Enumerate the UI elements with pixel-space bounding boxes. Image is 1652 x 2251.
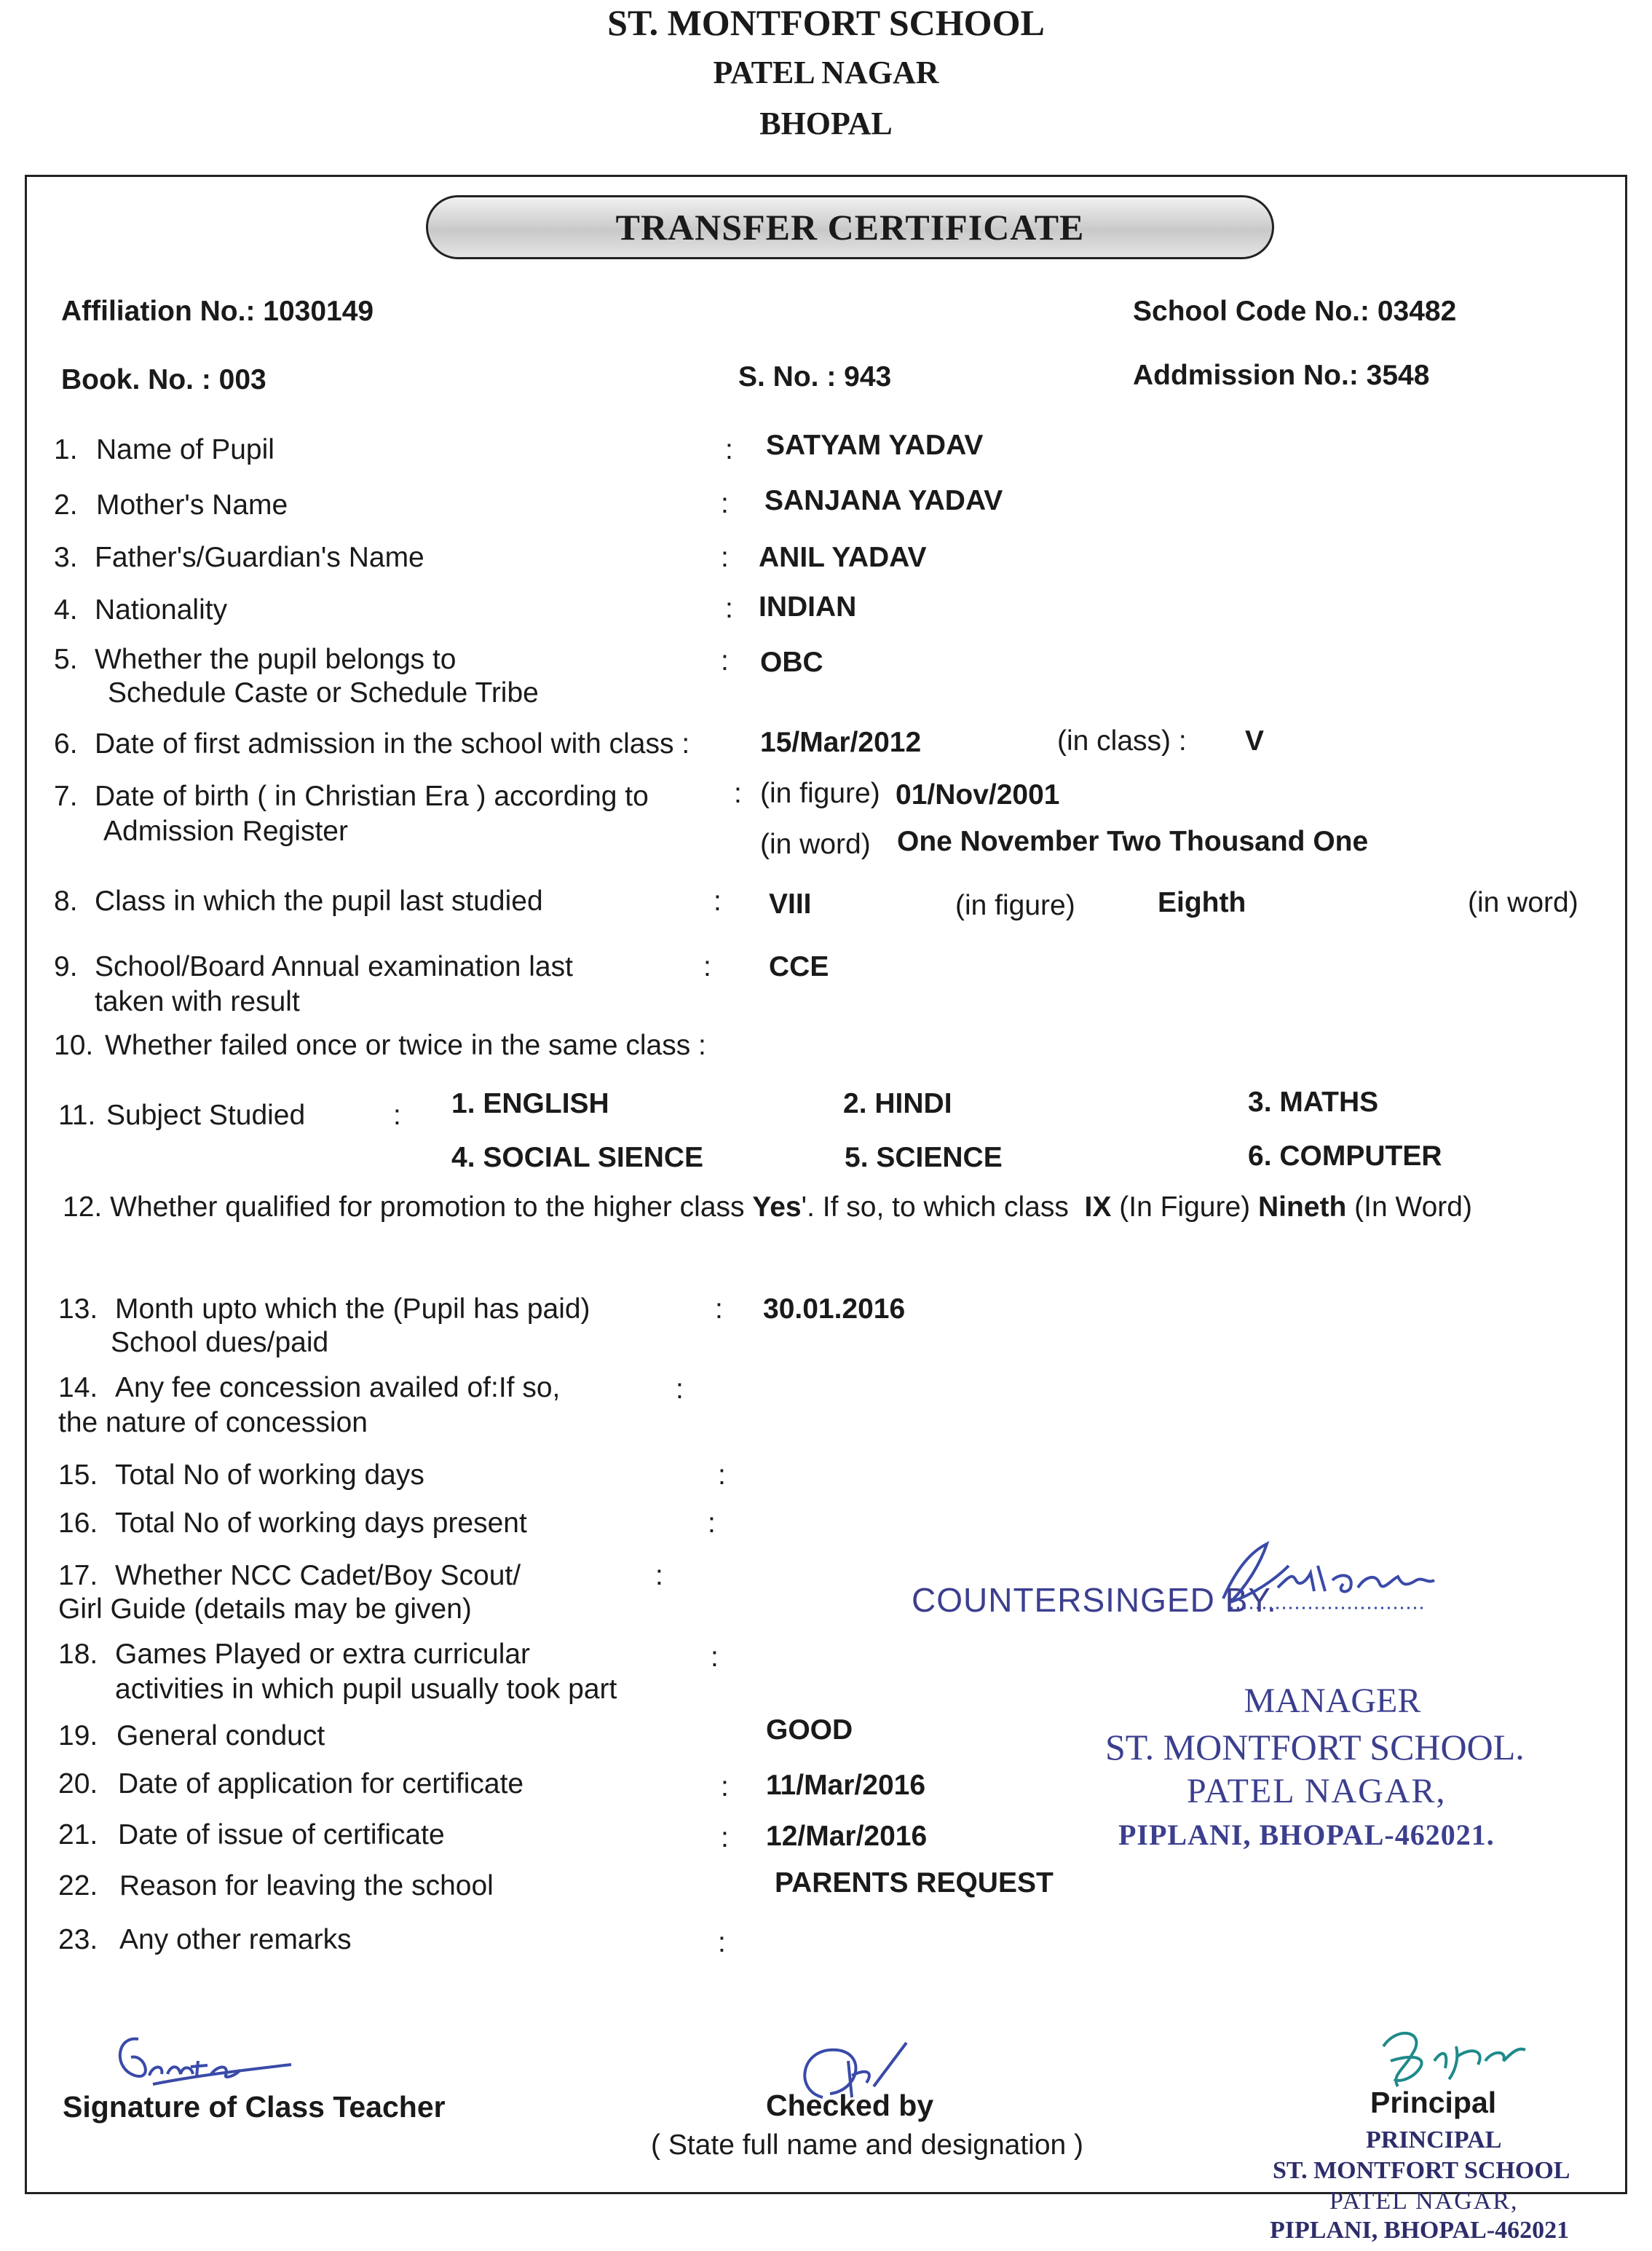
promotion-class-word: Nineth xyxy=(1257,1191,1347,1223)
subject-item: 5. SCIENCE xyxy=(845,1142,1003,1173)
item-number: 16. xyxy=(58,1507,98,1539)
school-area: PATEL NAGAR xyxy=(713,55,939,90)
colon: : xyxy=(676,1373,684,1405)
admission-date-label: Date of first admission in the school with class : xyxy=(95,728,690,760)
subject-item: 2. HINDI xyxy=(843,1088,952,1119)
dob-word-label: (in word) xyxy=(760,829,871,860)
subjects-label: Subject Studied xyxy=(106,1100,306,1131)
manager-stamp-line: PIPLANI, BHOPAL-462021. xyxy=(1118,1818,1495,1851)
subject-item: 4. SOCIAL SIENCE xyxy=(451,1142,704,1173)
item-number: 5. xyxy=(54,644,78,675)
affiliation-number: Affiliation No.: 1030149 xyxy=(61,296,374,327)
last-class-figure: VIII xyxy=(769,888,812,920)
last-class-word-label: (in word) xyxy=(1468,887,1578,918)
item-number: 17. xyxy=(58,1560,98,1591)
colon: : xyxy=(711,1641,719,1673)
principal-stamp-line: PRINCIPAL xyxy=(1366,2126,1502,2153)
colon: : xyxy=(721,488,729,519)
mother-name-label: Mother's Name xyxy=(96,489,288,521)
colon: : xyxy=(655,1560,663,1591)
mother-name-value: SANJANA YADAV xyxy=(764,485,1003,516)
item-number: 6. xyxy=(54,728,78,760)
colon: : xyxy=(708,1507,716,1539)
admission-class-value: V xyxy=(1245,725,1265,757)
issue-date-label: Date of issue of certificate xyxy=(118,1819,445,1850)
manager-stamp-line: PATEL NAGAR, xyxy=(1187,1772,1447,1810)
dues-value: 30.01.2016 xyxy=(763,1293,906,1325)
nationality-label: Nationality xyxy=(95,594,228,626)
principal-stamp-line: PIPLANI, BHOPAL-462021 xyxy=(1270,2217,1570,2244)
ncc-label-line2: Girl Guide (details may be given) xyxy=(58,1593,472,1625)
issue-date-value: 12/Mar/2016 xyxy=(766,1821,928,1852)
item-number: 20. xyxy=(58,1768,98,1799)
working-days-label: Total No of working days xyxy=(115,1459,424,1491)
pupil-name-value: SATYAM YADAV xyxy=(766,430,984,461)
item-number: 22. xyxy=(58,1870,98,1901)
item-number: 10. xyxy=(54,1030,94,1061)
concession-label: Any fee concession availed of:If so, xyxy=(115,1372,561,1403)
colon: : xyxy=(393,1100,401,1131)
manager-stamp-line: ST. MONTFORT SCHOOL. xyxy=(1105,1727,1525,1767)
promotion-figure-label: (In Figure) xyxy=(1119,1191,1251,1223)
checked-by-note: ( State full name and designation ) xyxy=(651,2129,1084,2161)
item-number: 23. xyxy=(58,1924,98,1955)
activities-label: Games Played or extra curricular xyxy=(115,1639,531,1670)
dues-label: Month upto which the (Pupil has paid) xyxy=(115,1293,590,1325)
class-teacher-caption: Signature of Class Teacher xyxy=(63,2090,446,2124)
colon: : xyxy=(715,1293,723,1325)
application-date-value: 11/Mar/2016 xyxy=(766,1770,926,1801)
leaving-reason-value: PARENTS REQUEST xyxy=(775,1867,1054,1899)
school-city: BHOPAL xyxy=(759,106,893,141)
serial-number: S. No. : 943 xyxy=(738,361,892,393)
colon: : xyxy=(734,778,742,809)
caste-label-line2: Schedule Caste or Schedule Tribe xyxy=(108,677,539,709)
item-number: 19. xyxy=(58,1720,98,1751)
promotion-class-figure: IX xyxy=(1084,1191,1112,1223)
last-class-label: Class in which the pupil last studied xyxy=(95,886,543,917)
colon: : xyxy=(725,593,733,624)
exam-label: School/Board Annual examination last xyxy=(95,951,573,982)
concession-label-line2: the nature of concession xyxy=(58,1407,368,1438)
admission-class-label: (in class) : xyxy=(1057,725,1187,757)
dues-label-line2: School dues/paid xyxy=(111,1327,329,1358)
colon: : xyxy=(718,1459,726,1491)
exam-value: CCE xyxy=(769,951,829,982)
last-class-word: Eighth xyxy=(1158,887,1246,918)
promotion-label: Whether qualified for promotion to the higher class xyxy=(110,1191,745,1223)
manager-stamp-line: MANAGER xyxy=(1244,1682,1421,1720)
school-name: ST. MONTFORT SCHOOL xyxy=(607,2,1045,43)
admission-date-value: 15/Mar/2012 xyxy=(760,727,922,758)
conduct-value: GOOD xyxy=(766,1714,853,1746)
pupil-name-label: Name of Pupil xyxy=(96,434,274,465)
father-name-label: Father's/Guardian's Name xyxy=(95,542,424,573)
colon: : xyxy=(725,434,733,465)
colon: : xyxy=(721,542,729,573)
class-teacher-signature xyxy=(109,2025,313,2097)
certificate-title: TRANSFER CERTIFICATE xyxy=(615,207,1085,248)
subject-item: 6. COMPUTER xyxy=(1248,1140,1442,1172)
promotion-word-label: (In Word) xyxy=(1354,1191,1472,1223)
checked-by-caption: Checked by xyxy=(766,2089,934,2122)
item-number: 2. xyxy=(54,489,78,521)
admission-number: Addmission No.: 3548 xyxy=(1133,360,1430,391)
failed-label: Whether failed once or twice in the same class : xyxy=(105,1030,706,1061)
days-present-label: Total No of working days present xyxy=(115,1507,527,1539)
book-number: Book. No. : 003 xyxy=(61,364,266,395)
item-number: 13. xyxy=(58,1293,98,1325)
school-code: School Code No.: 03482 xyxy=(1133,296,1457,327)
ncc-label: Whether NCC Cadet/Boy Scout/ xyxy=(115,1560,521,1591)
item-number: 1. xyxy=(54,434,78,465)
item-number: 8. xyxy=(54,886,78,917)
dob-figure-label: (in figure) xyxy=(760,778,880,809)
countersigned-stamp: COUNTERSINGED BY. xyxy=(912,1581,1277,1619)
exam-label-line2: taken with result xyxy=(95,986,300,1017)
colon: : xyxy=(721,1822,729,1853)
item-number: 12. xyxy=(63,1191,103,1223)
dob-word-value: One November Two Thousand One xyxy=(897,826,1369,857)
father-name-value: ANIL YADAV xyxy=(759,542,927,573)
colon: : xyxy=(721,645,729,677)
colon: : xyxy=(703,951,711,982)
conduct-label: General conduct xyxy=(116,1720,325,1751)
colon: : xyxy=(718,1927,726,1958)
dob-figure-value: 01/Nov/2001 xyxy=(896,779,1060,811)
principal-stamp-line: PATEL NAGAR, xyxy=(1329,2188,1519,2215)
application-date-label: Date of application for certificate xyxy=(118,1768,524,1799)
promotion-line xyxy=(63,1191,1472,1223)
nationality-value: INDIAN xyxy=(759,591,857,623)
colon: : xyxy=(721,1771,729,1802)
principal-caption: Principal xyxy=(1370,2086,1497,2119)
last-class-figure-label: (in figure) xyxy=(955,890,1075,921)
title-banner xyxy=(426,195,1274,259)
promotion-question: '. If so, to which class xyxy=(801,1191,1069,1223)
item-number: 21. xyxy=(58,1819,98,1850)
promotion-answer: Yes xyxy=(752,1191,802,1223)
countersign-signature xyxy=(1209,1537,1456,1617)
item-number: 3. xyxy=(54,542,78,573)
item-number: 11. xyxy=(58,1100,96,1131)
item-number: 4. xyxy=(54,594,78,626)
subject-item: 3. MATHS xyxy=(1248,1087,1379,1118)
remarks-label: Any other remarks xyxy=(119,1924,352,1955)
caste-label: Whether the pupil belongs to xyxy=(95,644,457,675)
dob-label: Date of birth ( in Christian Era ) according to xyxy=(95,781,649,812)
activities-label-line2: activities in which pupil usually took part xyxy=(115,1674,617,1705)
item-number: 14. xyxy=(58,1372,98,1403)
subject-item: 1. ENGLISH xyxy=(451,1088,609,1119)
leaving-reason-label: Reason for leaving the school xyxy=(119,1870,494,1901)
dob-label-line2: Admission Register xyxy=(103,816,348,847)
caste-value: OBC xyxy=(760,647,823,678)
item-number: 18. xyxy=(58,1639,98,1670)
colon: : xyxy=(714,886,722,917)
item-number: 7. xyxy=(54,781,78,812)
principal-stamp-line: ST. MONTFORT SCHOOL xyxy=(1273,2157,1570,2184)
item-number: 15. xyxy=(58,1459,98,1491)
item-number: 9. xyxy=(54,951,78,982)
